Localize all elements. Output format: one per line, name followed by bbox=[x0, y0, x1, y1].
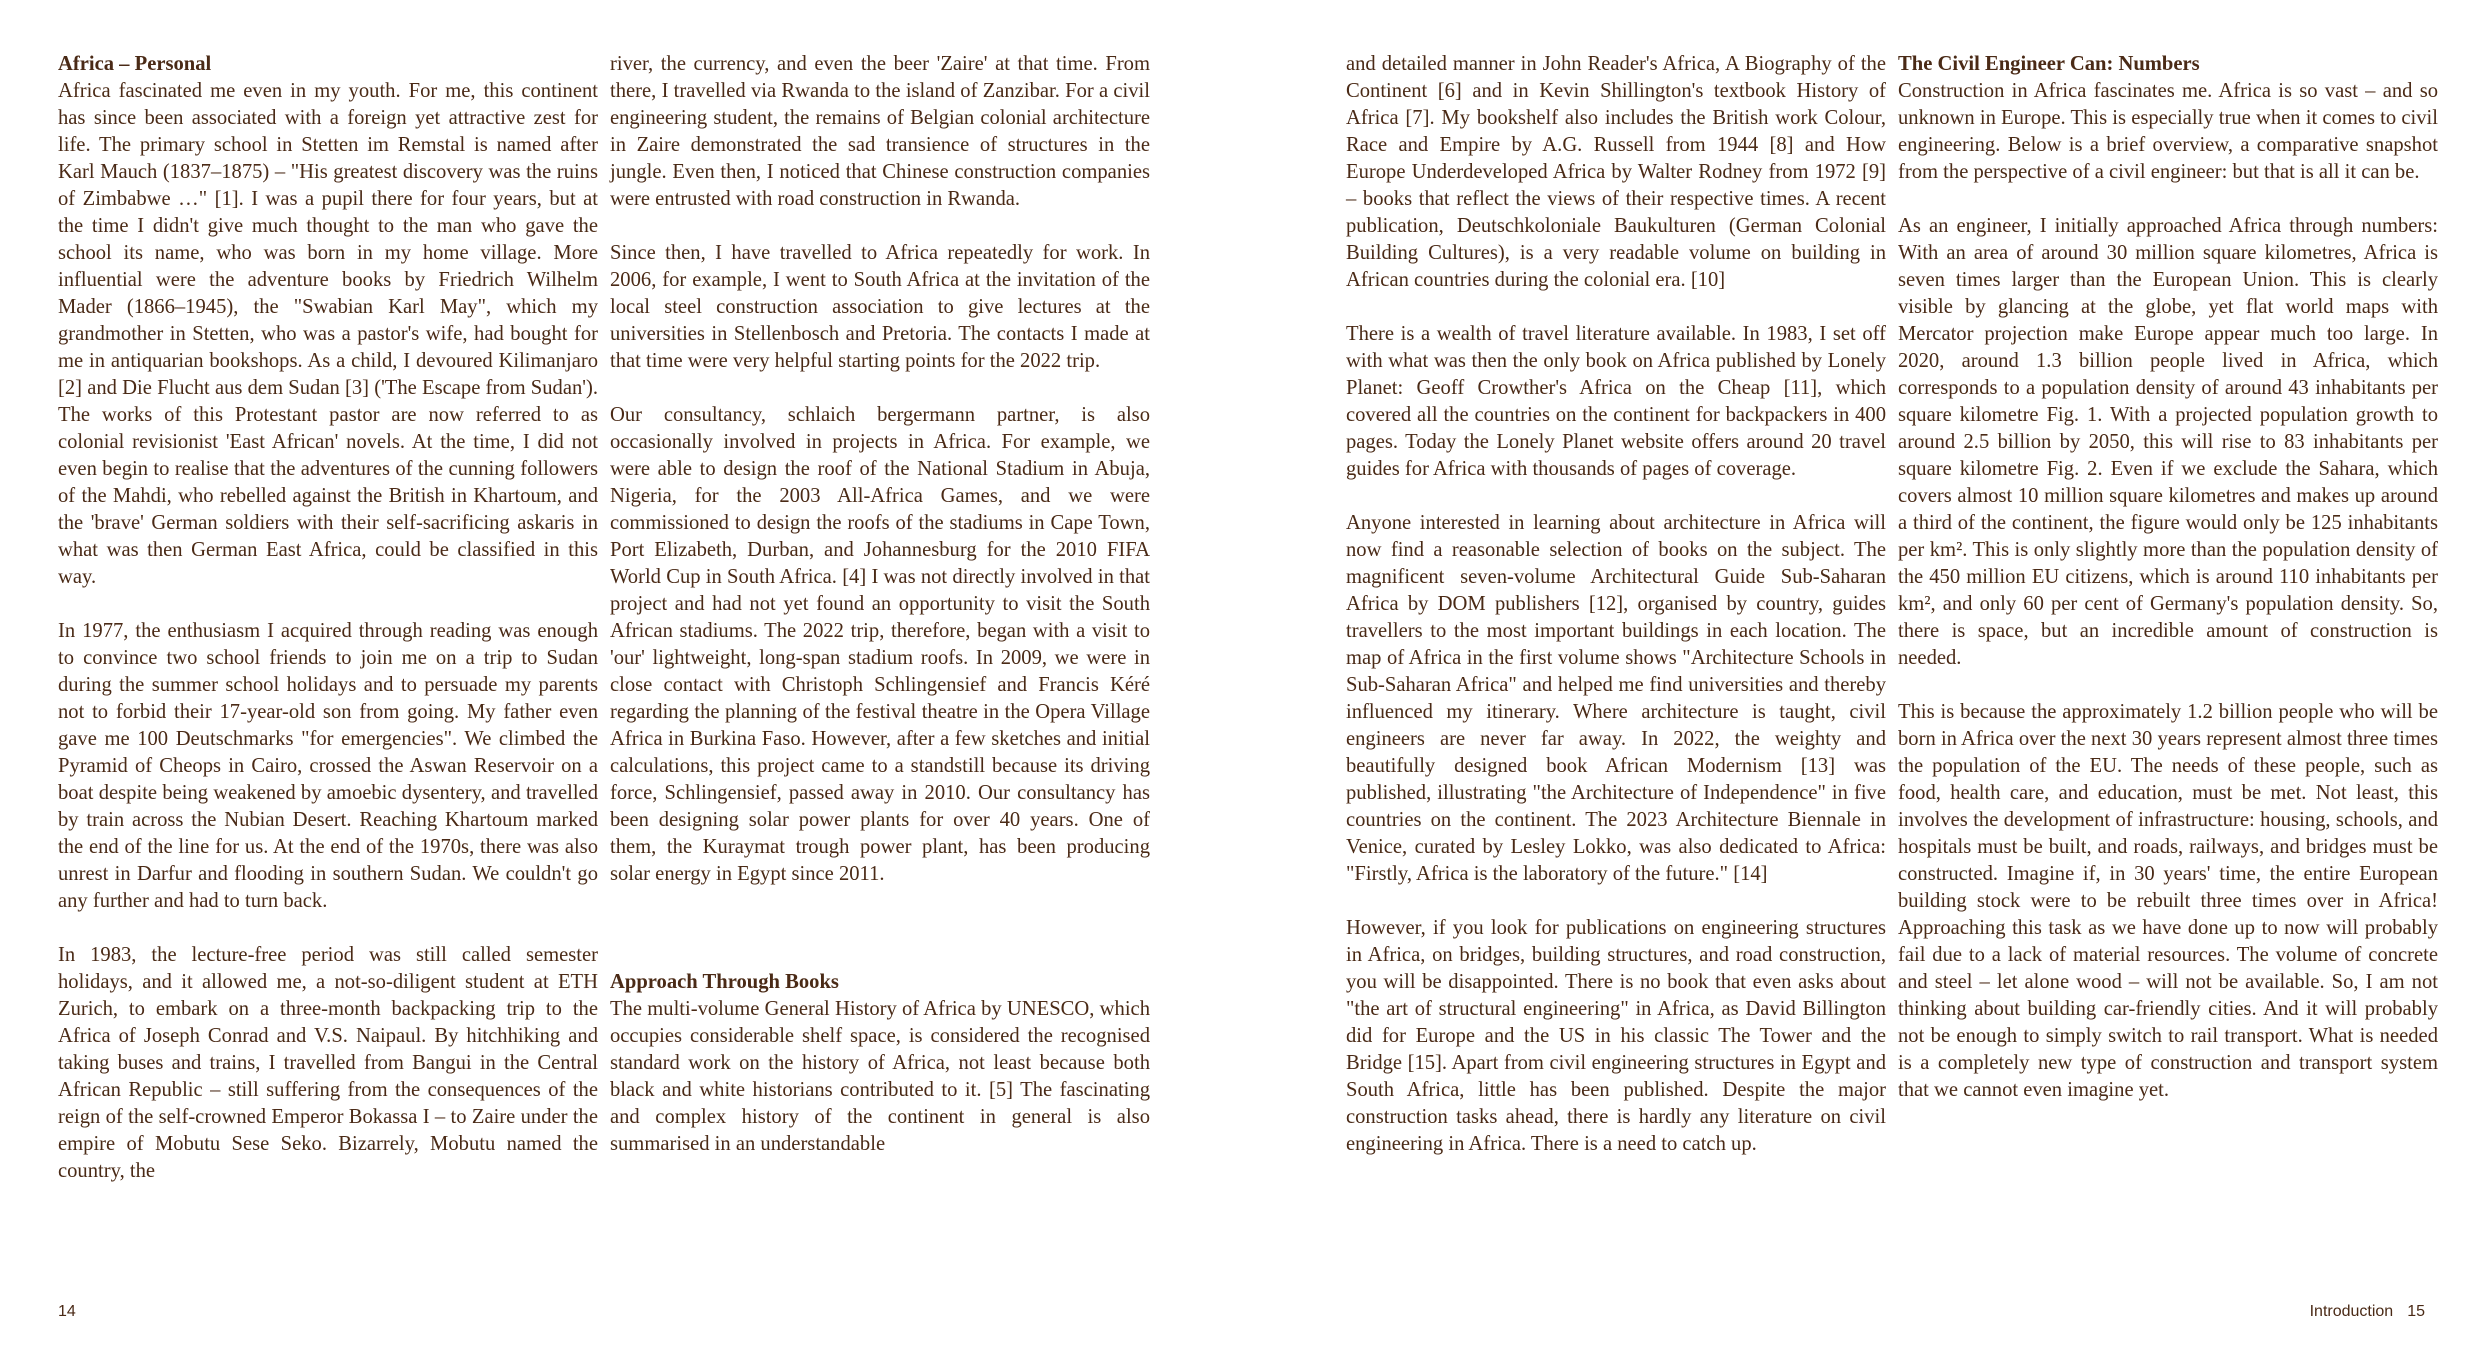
spacer bbox=[610, 915, 1150, 969]
paragraph: This is because the approximately 1.2 billion people who will be born in Africa over the next 30 years represent almost three times the population of the EU. The needs of these people, such as food, health care, and education, must be met. Not least, this involves the development of infrastructure: housing, schools, and hospitals must be built, and roads, railways, and bridges must be constructed. Imagine if, in 30 years' time, the entire European building stock were to be rebuilt three times over in Africa! Approaching this task as we have done up to now will probably fail due to a lack of material resources. The volume of concrete and steel – let alone wood – will not be available. So, I am not thinking about building car-friendly cities. And it will probably not be enough to simply switch to rail transport. What is needed is a completely new type of construction and transport system that we cannot even imagine yet. bbox=[1898, 701, 2438, 1101]
paragraph: In 1977, the enthusiasm I acquired through reading was enough to convince two school friends to join me on a trip to Sudan during the summer school holidays and to persuade my parents not to forbid their 17-year-old son from going. My father even gave me 100 Deutschmarks "for emergencies". We climbed the Pyramid of Cheops in Cairo, crossed the Aswan Reservoir on a boat despite being weakened by amoebic dysentery, and travelled by train across the Nubian Desert. Reaching Khartoum marked the end of the line for us. At the end of the 1970s, there was also unrest in Darfur and flooding in southern Sudan. We couldn't go any further and had to turn back. bbox=[58, 620, 598, 912]
paragraph: Construction in Africa fascinates me. Africa is so vast – and so unknown in Europe. This is especially true when it comes to civil engineering. Below is a brief overview, a comparative snapshot from the perspective of a civil engineer: but that is all it can be. bbox=[1898, 80, 2438, 183]
section-heading-approach-through-books: Approach Through Books bbox=[610, 971, 839, 993]
paragraph: Africa fascinated me even in my youth. For me, this continent has since been associated with a foreign yet attractive zest for life. The primary school in Stetten im Remstal is named after Karl Mauch (1837–1875) – "His greatest discovery was the ruins of Zimbabwe …" [1]. I was a pupil there for four years, but at the time I didn't give much thought to the man who gave the school its name, who was born in my home village. More influential were the adventure books by Friedrich Wilhelm Mader (1866–1945), the "Swabian Karl May", which my grandmother in Stetten, who was a pastor's wife, had bought for me in antiquarian bookshops. As a child, I devoured Kilimanjaro [2] and Die Flucht aus dem Sudan [3] ('The Escape from Sudan'). The works of this Protestant pastor are now referred to as colonial revisionist 'East African' novels. At the time, I did not even begin to realise that the adventures of the cunning followers of the Mahdi, who rebelled against the British in Khartoum, and the 'brave' German soldiers with their self-sacrificing askaris in what was then German East Africa, could be classified in this way. bbox=[58, 80, 598, 588]
page-number-right: 15 bbox=[2407, 1303, 2425, 1320]
paragraph: Since then, I have travelled to Africa repeatedly for work. In 2006, for example, I went to South Africa at the invitation of the local steel construction association to give lectures at the universities in Stellenbosch and Pretoria. The contacts I made at that time were very helpful starting points for the 2022 trip. bbox=[610, 242, 1150, 372]
section-label: Introduction bbox=[2309, 1303, 2394, 1320]
paragraph: However, if you look for publications on engineering structures in Africa, on bridges, building structures, and road construction, you will be disappointed. There is no book that even asks about "the art of structural engineering" in Africa, as David Billington did for Europe and the US in his classic The Tower and the Bridge [15]. Apart from civil engineering structures in Egypt and South Africa, little has been published. Despite the major construction tasks ahead, there is hardly any literature on civil engineering in Africa. There is a need to catch up. bbox=[1346, 917, 1886, 1155]
paragraph: and detailed manner in John Reader's Africa, A Biography of the Continent [6] and in Kevin Shillington's textbook History of Africa [7]. My bookshelf also includes the British work Colour, Race and Empire by A.G. Russell from 1944 [8] and How Europe Underdeveloped Africa by Walter Rodney from 1972 [9] – books that reflect the views of their respective times. A recent publication, Deutschkoloniale Baukulturen (German Colonial Building Cultures), is a very readable volume on building in African countries during the colonial era. [10] bbox=[1346, 53, 1886, 291]
column-4 bbox=[1898, 51, 2438, 1131]
paragraph: In 1983, the lecture-free period was still called semester holidays, and it allowed me, a not-so-diligent student at ETH Zurich, to embark on a three-month backpacking trip to the Africa of Joseph Conrad and V.S. Naipaul. By hitchhiking and taking buses and trains, I travelled from Bangui in the Central African Republic – still suffering from the consequences of the reign of the self-crowned Emperor Bokassa I – to Zaire under the empire of Mobutu Sese Seko. Bizarrely, Mobutu named the country, the bbox=[58, 944, 598, 1182]
paragraph: There is a wealth of travel literature available. In 1983, I set off with what was then the only book on Africa published by Lonely Planet: Geoff Crowther's Africa on the Cheap [11], which covered all the countries on the continent for backpackers in 400 pages. Today the Lonely Planet website offers around 20 travel guides for Africa with thousands of pages of coverage. bbox=[1346, 323, 1886, 480]
column-1 bbox=[58, 51, 598, 1212]
footer-right bbox=[2296, 1303, 2425, 1321]
section-heading-africa-personal: Africa – Personal bbox=[58, 53, 212, 75]
page-number-left: 14 bbox=[58, 1303, 76, 1320]
paragraph: river, the currency, and even the beer 'Zaire' at that time. From there, I travelled via Rwanda to the island of Zanzibar. For a civil engineering student, the remains of Belgian colonial architecture in Zaire demonstrated the sad transience of structures in the jungle. Even then, I noticed that Chinese construction companies were entrusted with road construction in Rwanda. bbox=[610, 53, 1150, 210]
paragraph: As an engineer, I initially approached Africa through numbers: With an area of around 30 million square kilometres, Africa is seven times larger than the European Union. This is clearly visible by glancing at the globe, yet flat world maps with Mercator projection make Europe appear much too large. In 2020, around 1.3 billion people lived in Africa, which corresponds to a population density of around 43 inhabitants per square kilometre Fig. 1. With a projected population growth to around 2.5 billion by 2050, this will rise to 83 inhabitants per square kilometre Fig. 2. Even if we exclude the Sahara, which covers almost 10 million square kilometres and makes up around a third of the continent, the figure would only be 125 inhabitants per km². This is only slightly more than the population density of the 450 million EU citizens, which is around 110 inhabitants per km², and only 60 per cent of Germany's population density. So, there is space, but an incredible amount of construction is needed. bbox=[1898, 215, 2438, 669]
section-heading-civil-engineer-numbers: The Civil Engineer Can: Numbers bbox=[1898, 53, 2200, 75]
paragraph: Our consultancy, schlaich bergermann partner, is also occasionally involved in projects in Africa. For example, we were able to design the roof of the National Stadium in Abuja, Nigeria, for the 2003 All-Africa Games, and we were commissioned to design the roofs of the stadiums in Cape Town, Port Elizabeth, Durban, and Johannesburg for the 2010 FIFA World Cup in South Africa. [4] I was not directly involved in that project and had not yet found an opportunity to visit the South African stadiums. The 2022 trip, therefore, began with a visit to 'our' lightweight, long-span stadium roofs. In 2009, we were in close contact with Christoph Schlingensief and Francis Kéré regarding the planning of the festival theatre in the Opera Village Africa in Burkina Faso. However, after a few sketches and initial calculations, this project came to a standstill because its driving force, Schlingensief, passed away in 2010. Our consultancy has been designing solar power plants for over 40 years. One of them, the Kuraymat trough power plant, has been producing solar energy in Egypt since 2011. bbox=[610, 404, 1150, 885]
column-3 bbox=[1346, 51, 1886, 1185]
column-2 bbox=[610, 51, 1150, 1185]
paragraph: Anyone interested in learning about architecture in Africa will now find a reasonable selection of books on the subject. The magnificent seven-volume Architectural Guide Sub-Saharan Africa by DOM publishers [12], organised by country, guides travellers to the most important buildings in each location. The map of Africa in the first volume shows "Architecture Schools in Sub-Saharan Africa" and helped me find universities and thereby influenced my itinerary. Where architecture is taught, civil engineers are never far away. In 2022, the weighty and beautifully designed book African Modernism [13] was published, illustrating "the Architecture of Independence" in five countries on the continent. The 2023 Architecture Biennale in Venice, curated by Lesley Lokko, was also dedicated to Africa: "Firstly, Africa is the laboratory of the future." [14] bbox=[1346, 512, 1886, 885]
paragraph: The multi-volume General History of Africa by UNESCO, which occupies considerable shelf space, is considered the recognised standard work on the history of Africa, not least because both black and white historians contributed to it. [5] The fascinating and complex history of the continent in general is also summarised in an understandable bbox=[610, 998, 1150, 1155]
